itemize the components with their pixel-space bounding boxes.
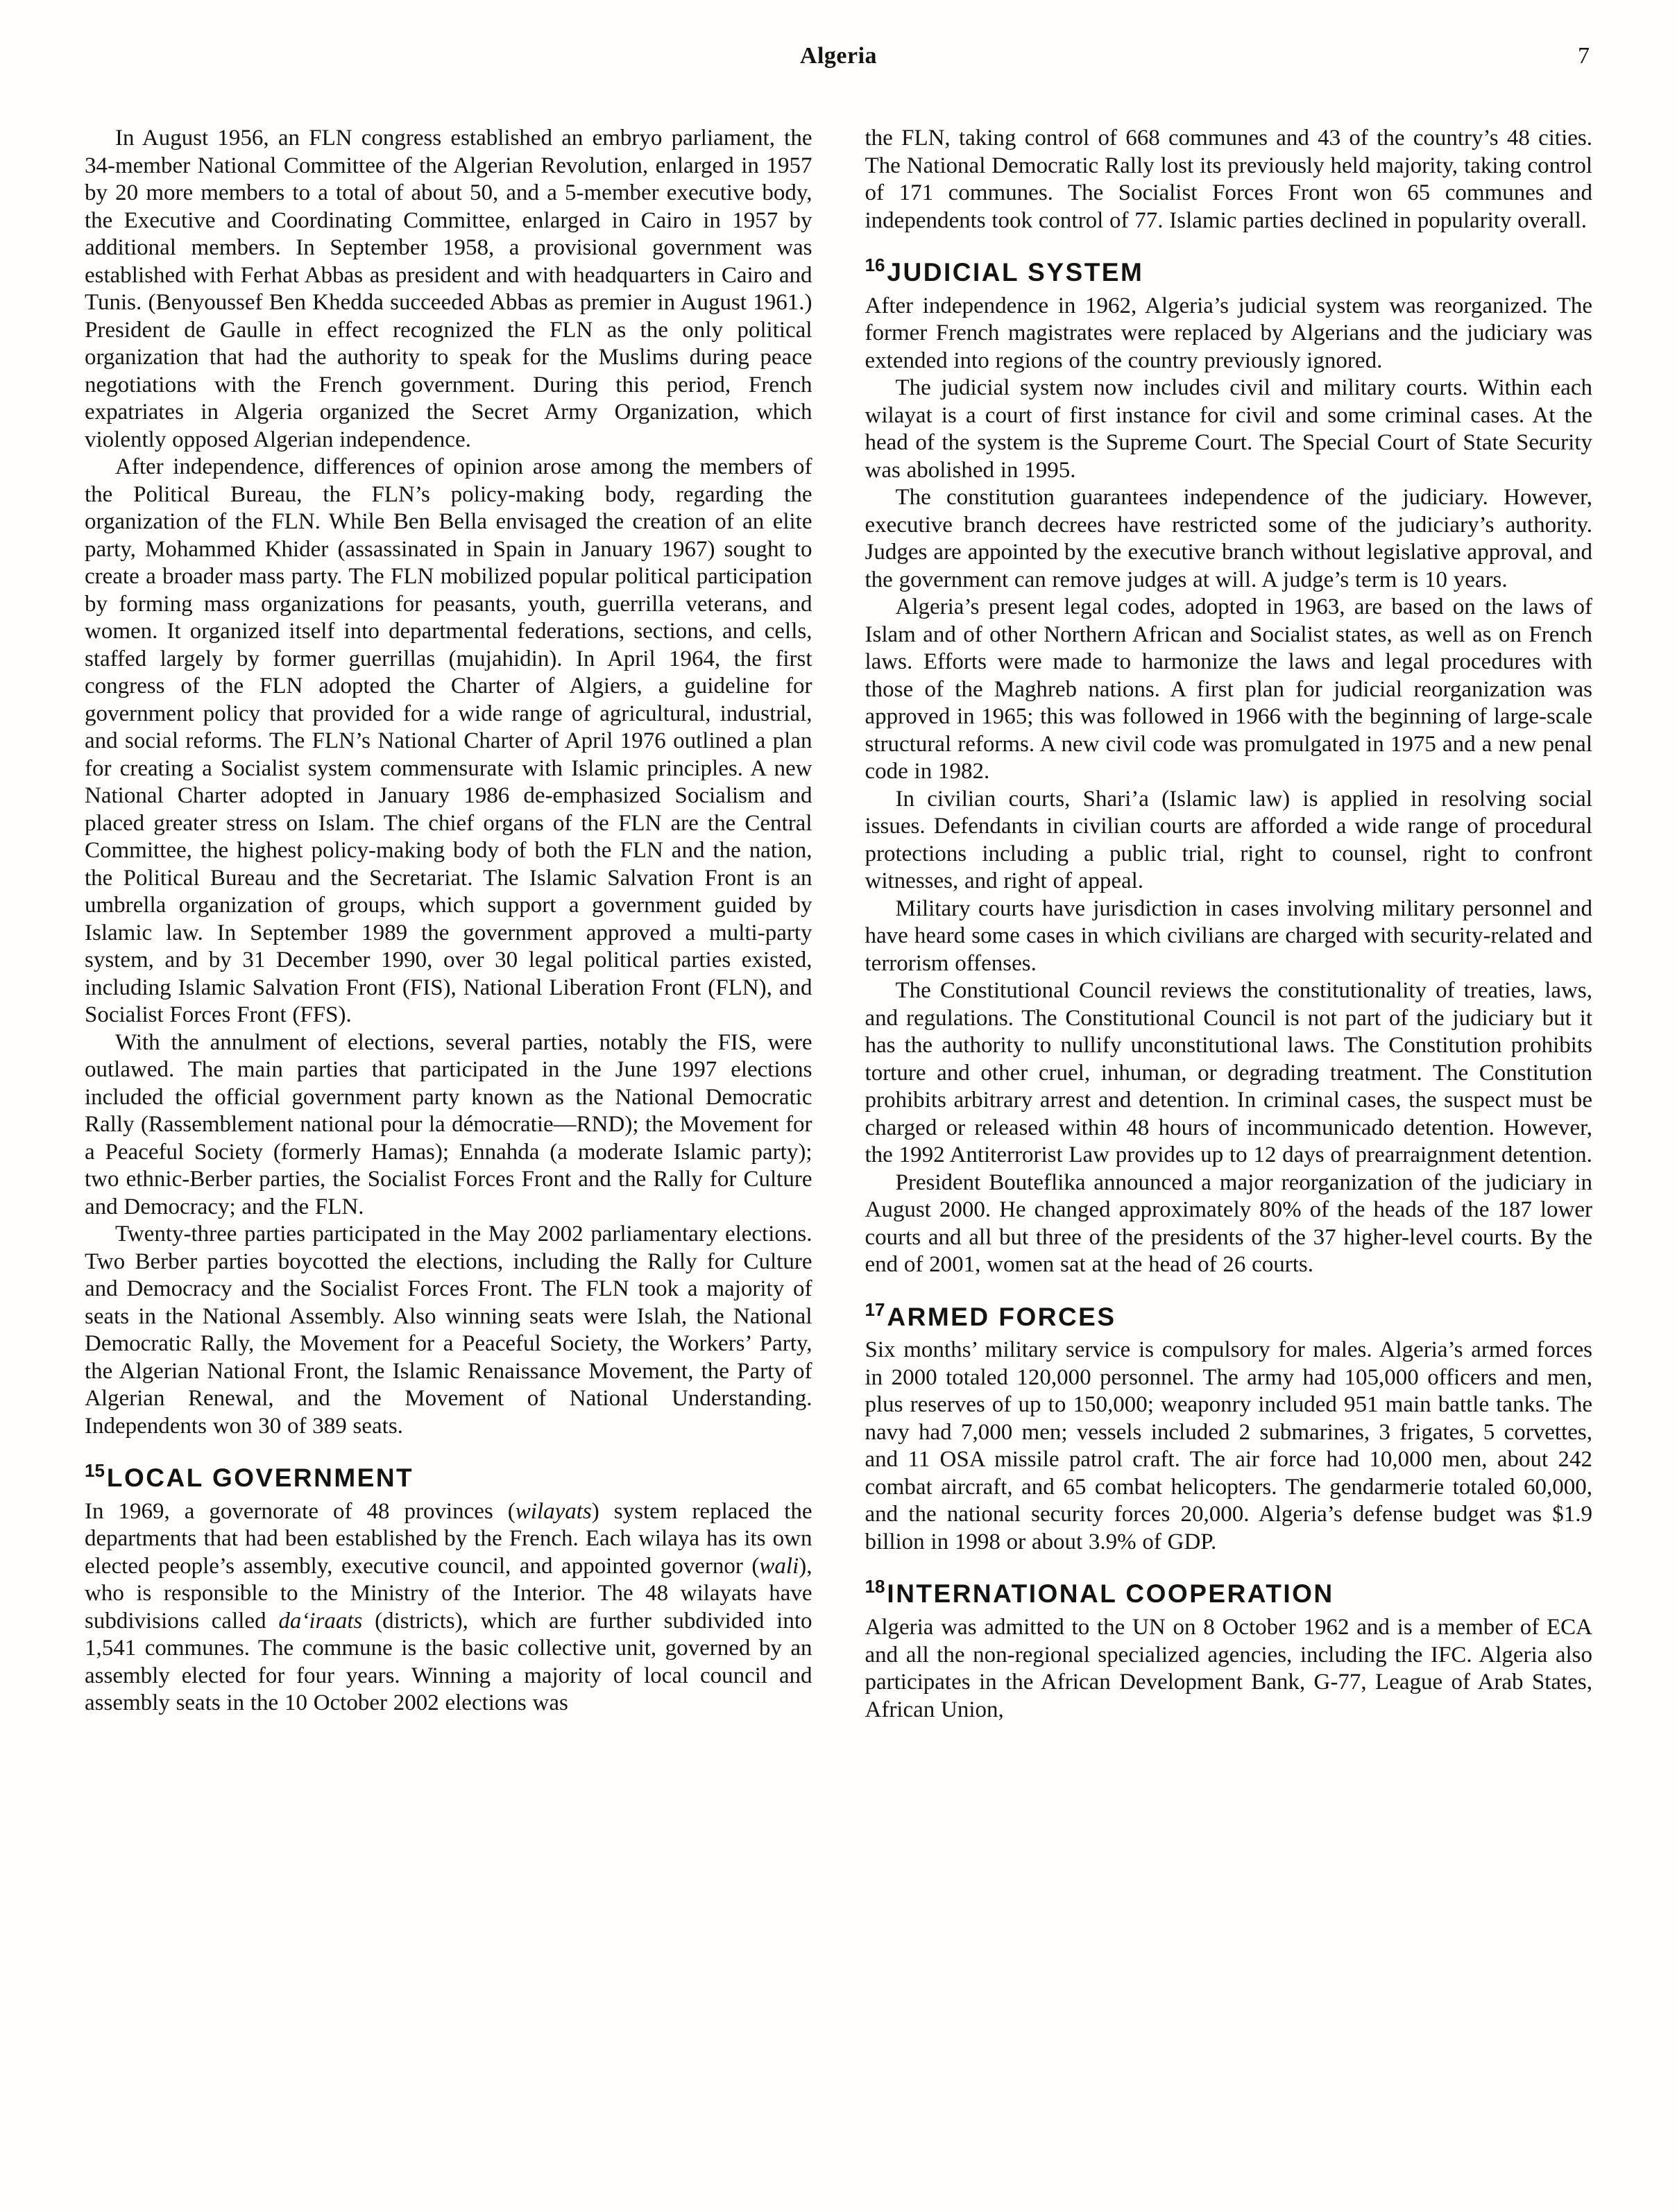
section-title: INTERNATIONAL COOPERATION [887, 1579, 1334, 1609]
section-number: 17 [865, 1298, 885, 1320]
paragraph-constitutional-council: The Constitutional Council reviews the constitutionality of treaties, laws, and regulations. The Constitutional Council is not part of the judiciary but it has the authority to nullify unconstitutional laws. The Constitution prohibits torture and other cruel, inhuman, or degrading treatment. The Constitution prohibits arbitrary arrest and detention. In criminal cases, the suspect must be charged or released within 48 hours of incommunicado detention. However, the 1992 Antiterrorist Law provides up to 12 days of prearraignment detention. [865, 978, 1592, 1168]
running-head-title: Algeria [799, 43, 878, 69]
paragraph-after-independence: After independence, differences of opinion arose among the members of the Political Bureau, the FLN’s policy-making body, regarding the organization of the FLN. While Ben Bella envisaged the creation of an elite party, Mohammed Khider (assassinated in Spain in January 1967) sought to create a broader mass party. The FLN mobilized popular political participation by forming mass organizations for peasants, youth, guerrilla veterans, and women. It organized itself into departmental federations, sections, and cells, staffed largely by former guerrillas (mujahidin). In April 1964, the first congress of the FLN adopted the Charter of Algiers, a guideline for government policy that provided for a wide range of agricultural, industrial, and social reforms. The FLN’s National Charter of April 1976 outlined a plan for creating a Socialist system commensurate with Islamic principles. A new National Charter adopted in January 1986 de-emphasized Socialism and placed greater stress on Islam. The chief organs of the FLN are the Central Committee, the highest policy-making body of both the FLN and the nation, the Political Bureau and the Secretariat. The Islamic Salvation Front is an umbrella organization of groups, which support a government guided by Islamic law. In September 1989 the government approved a multi-party system, and by 31 December 1990, over 30 legal political parties existed, including Islamic Salvation Front (FIS), National Liberation Front (FLN), and Socialist Forces Front (FFS). [85, 454, 812, 1027]
paragraph-armed-forces: Six months’ military service is compulsory for males. Algeria’s armed forces in 2000 totaled 120,000 personnel. The army had 105,000 officers and men, plus reserves of up to 150,000; weaponry included 951 main battle tanks. The navy had 7,000 men; vessels included 2 submarines, 3 frigates, 5 corvettes, and 11 OSA missile patrol craft. The air force had 10,000 men, about 242 combat aircraft, and 65 combat helicopters. The gendarmerie totaled 60,000, and the national security forces 20,000. Algeria’s defense budget was $1.9 billion in 1998 or about 3.9% of GDP. [865, 1337, 1592, 1554]
left-column [85, 125, 812, 1717]
section-heading-armed-forces [865, 1300, 1593, 1332]
page-number: 7 [1578, 43, 1590, 69]
paragraph-local-government-continued: the FLN, taking control of 668 communes and 43 of the country’s 48 cities. The National Democratic Rally lost its previously held majority, taking control of 171 communes. The Socialist Forces Front won 65 communes and independents took control of 77. Islamic parties declined in popularity overall. [865, 126, 1592, 233]
paragraph-judicial-courts: The judicial system now includes civil and military courts. Within each wilayat is a court of first instance for civil and some criminal cases. At the head of the system is the Supreme Court. The Special Court of State Security was abolished in 1995. [865, 375, 1592, 483]
section-number: 16 [865, 255, 885, 275]
section-title: ARMED FORCES [887, 1302, 1116, 1331]
paragraph-legal-codes: Algeria’s present legal codes, adopted in 1963, are based on the laws of Islam and of other Northern African and Socialist states, as well as on French laws. Efforts were made to harmonize the laws and legal procedures with those of the Maghreb nations. A first plan for judicial reorganization was approved in 1965; this was followed in 1966 with the beginning of large-scale structural reforms. A new civil code was promulgated in 1975 and a new penal code in 1982. [865, 594, 1592, 785]
right-column [865, 125, 1593, 1724]
paragraph-judicial-intro: After independence in 1962, Algeria’s judicial system was reorganized. The former French magistrates were replaced by Algerians and the judiciary was extended into regions of the country previously ignored. [865, 293, 1592, 373]
paragraph-local-government: In 1969, a governorate of 48 provinces (wilayats) system replaced the departments that had been established by the French. Each wilaya has its own elected people’s assembly, executive council, and appointed governor (wali), who is responsible to the Ministry of the Interior. The 48 wilayats have subdivisions called da‘iraats (districts), which are further subdivided into 1,541 communes. The commune is the basic collective unit, governed by an assembly elected for four years. Winning a majority of local council and assembly seats in the 10 October 2002 elections was [85, 1498, 812, 1716]
paragraph-military-courts: Military courts have jurisdiction in cases involving military personnel and have heard some cases in which civilians are charged with security-related and terrorism offenses. [865, 895, 1592, 976]
paragraph-civilian-courts: In civilian courts, Shari’a (Islamic law) is applied in resolving social issues. Defendants in civilian courts are afforded a wide range of procedural protections including a public trial, right to counsel, right to confront witnesses, and right of appeal. [865, 786, 1592, 894]
paragraph-2002-elections: Twenty-three parties participated in the May 2002 parliamentary elections. Two Berber parties boycotted the elections, including the Rally for Culture and Democracy and the Socialist Forces Front. The FLN took a majority of seats in the National Assembly. Also winning seats were Islah, the National Democratic Rally, the Movement for a Peaceful Society, the Workers’ Party, the Algerian National Front, the Islamic Renaissance Movement, the Party of Algerian Renewal, and the Movement of National Understanding. Independents won 30 of 389 seats. [85, 1221, 812, 1439]
paragraph-fln-congress: In August 1956, an FLN congress established an embryo parliament, the 34-member National Committee of the Algerian Revolution, enlarged in 1957 by 20 more members to a total of about 50, and a 5-member executive body, the Executive and Coordinating Committee, enlarged in Cairo in 1957 by additional members. In September 1958, a provisional government was established with Ferhat Abbas as president and with headquarters in Cairo and Tunis. (Benyoussef Ben Khedda succeeded Abbas as premier in August 1961.) President de Gaulle in effect recognized the FLN as the only political organization that had the authority to speak for the Muslims during peace negotiations with the French government. During this period, French expatriates in Algeria organized the Secret Army Organization, which violently opposed Algerian independence. [85, 126, 812, 452]
section-title: JUDICIAL SYSTEM [887, 258, 1144, 286]
page-header [85, 43, 1592, 75]
two-column-body [85, 125, 1592, 1724]
paragraph-judicial-constitution: The constitution guarantees independence of the judiciary. However, executive branch decrees have restricted some of the judiciary’s authority. Judges are appointed by the executive branch without legislative approval, and the government can remove judges at will. A judge’s term is 10 years. [865, 485, 1592, 592]
section-heading-international-cooperation [865, 1577, 1593, 1609]
paragraph-international-cooperation: Algeria was admitted to the UN on 8 October 1962 and is a member of ECA and all the non-regional specialized agencies, including the IFC. Algeria also participates in the African Development Bank, G-77, League of Arab States, African Union, [865, 1615, 1592, 1722]
section-number: 18 [865, 1576, 885, 1597]
section-title: LOCAL GOVERNMENT [106, 1464, 414, 1492]
section-heading-judicial-system [865, 255, 1593, 287]
section-heading-local-government [85, 1461, 812, 1493]
paragraph-bouteflika-reorganization: President Bouteflika announced a major reorganization of the judiciary in August 2000. He changed approximately 80% of the heads of the 187 lower courts and all but three of the presidents of the 37 higher-level courts. By the end of 2001, women sat at the head of 26 courts. [865, 1169, 1592, 1278]
paragraph-annulment-elections: With the annulment of elections, several parties, notably the FIS, were outlawed. The main parties that participated in the June 1997 elections included the official government party known as the National Democratic Rally (Rassemblement national pour la démocratie—RND); the Movement for a Peaceful Society (formerly Hamas); Ennahda (a moderate Islamic party); two ethnic-Berber parties, the Socialist Forces Front and the Rally for Culture and Democracy; and the FLN. [85, 1029, 812, 1219]
section-number: 15 [85, 1460, 105, 1481]
